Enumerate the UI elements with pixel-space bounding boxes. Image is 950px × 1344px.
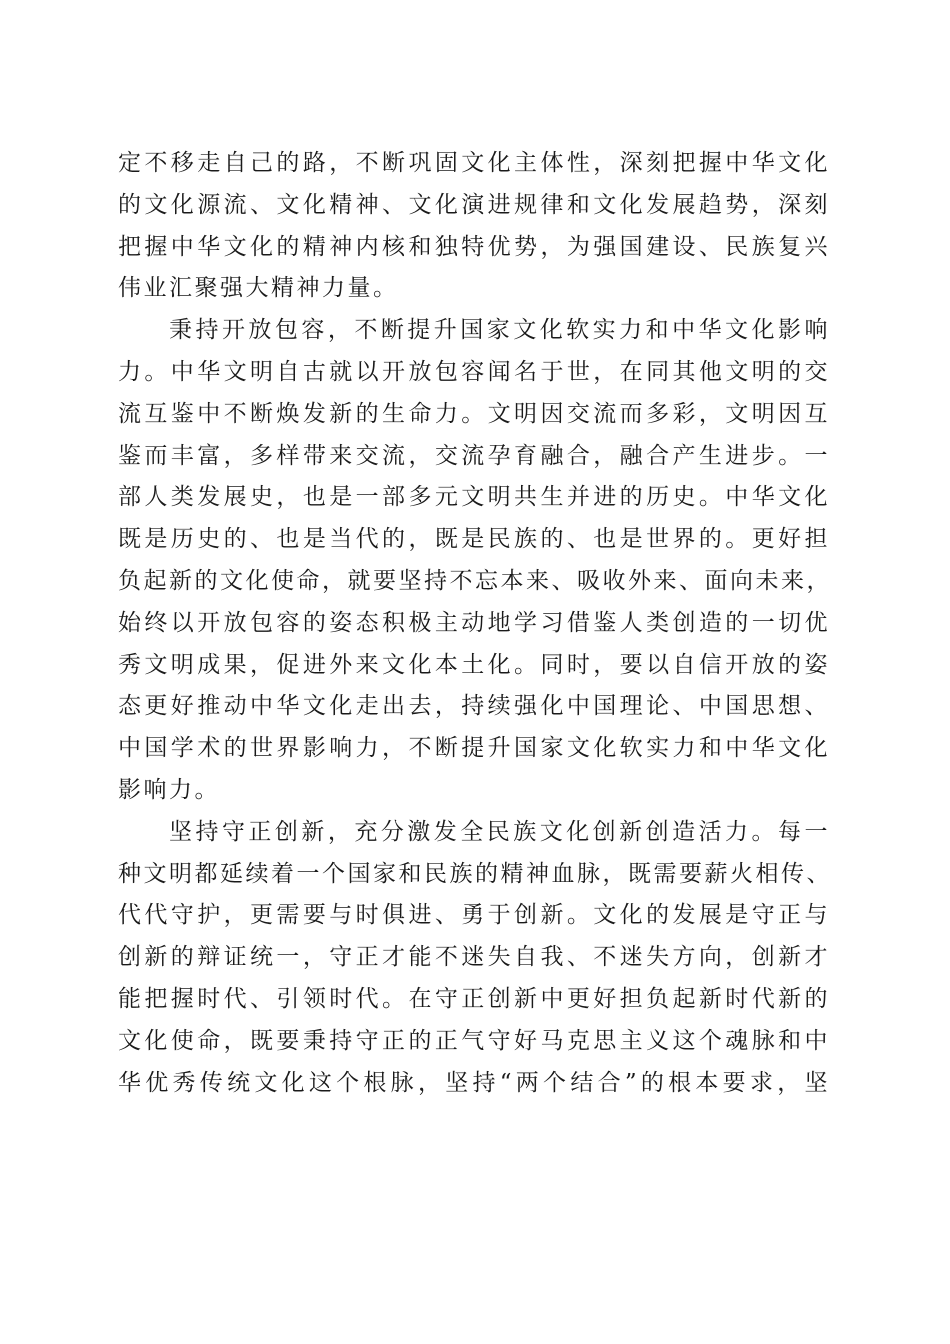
text-line: 既是历史的、也是当代的，既是民族的、也是世界的。更好担 bbox=[118, 526, 830, 553]
text-line: 的文化源流、文化精神、文化演进规律和文化发展趋势，深刻 bbox=[118, 191, 830, 218]
document-page bbox=[118, 143, 830, 1104]
text-line: 定不移走自己的路，不断巩固文化主体性，深刻把握中华文化 bbox=[118, 150, 830, 176]
text-line: 种文明都延续着一个国家和民族的精神血脉，既需要薪火相传、 bbox=[118, 860, 832, 887]
text-line: 部人类发展史，也是一部多元文明共生并进的历史。中华文化 bbox=[118, 484, 830, 511]
text-line: 影响力。 bbox=[118, 776, 220, 803]
paragraph-1 bbox=[118, 143, 830, 310]
text-line: 华优秀传统文化这个根脉，坚持“两个结合”的根本要求，坚 bbox=[118, 1069, 830, 1096]
text-line: 把握中华文化的精神内核和独特优势，为强国建设、民族复兴 bbox=[118, 233, 830, 260]
text-line: 创新的辩证统一，守正才能不迷失自我、不迷失方向，创新才 bbox=[118, 944, 830, 971]
text-line: 始终以开放包容的姿态积极主动地学习借鉴人类创造的一切优 bbox=[118, 609, 830, 636]
paragraph-3 bbox=[118, 812, 830, 1105]
text-line: 流互鉴中不断焕发新的生命力。文明因交流而多彩，文明因互 bbox=[118, 400, 830, 427]
text-line: 态更好推动中华文化走出去，持续强化中国理论、中国思想、 bbox=[118, 693, 830, 720]
text-line: 代代守护，更需要与时俱进、勇于创新。文化的发展是守正与 bbox=[118, 902, 830, 929]
text-line: 负起新的文化使命，就要坚持不忘本来、吸收外来、面向未来， bbox=[118, 567, 832, 594]
text-line: 秉持开放包容，不断提升国家文化软实力和中华文化影响 bbox=[169, 317, 830, 344]
text-line: 中国学术的世界影响力，不断提升国家文化软实力和中华文化 bbox=[118, 735, 830, 762]
text-line: 坚持守正创新，充分激发全民族文化创新创造活力。每一 bbox=[169, 818, 830, 845]
text-line: 文化使命，既要秉持守正的正气守好马克思主义这个魂脉和中 bbox=[118, 1027, 830, 1054]
text-line: 鉴而丰富，多样带来交流，交流孕育融合，融合产生进步。一 bbox=[118, 442, 830, 469]
text-line: 能把握时代、引领时代。在守正创新中更好担负起新时代新的 bbox=[118, 985, 830, 1012]
text-line: 力。中华文明自古就以开放包容闻名于世，在同其他文明的交 bbox=[118, 358, 830, 385]
text-line: 秀文明成果，促进外来文化本土化。同时，要以自信开放的姿 bbox=[118, 651, 830, 678]
paragraph-2 bbox=[118, 310, 830, 812]
text-line: 伟业汇聚强大精神力量。 bbox=[118, 275, 399, 302]
